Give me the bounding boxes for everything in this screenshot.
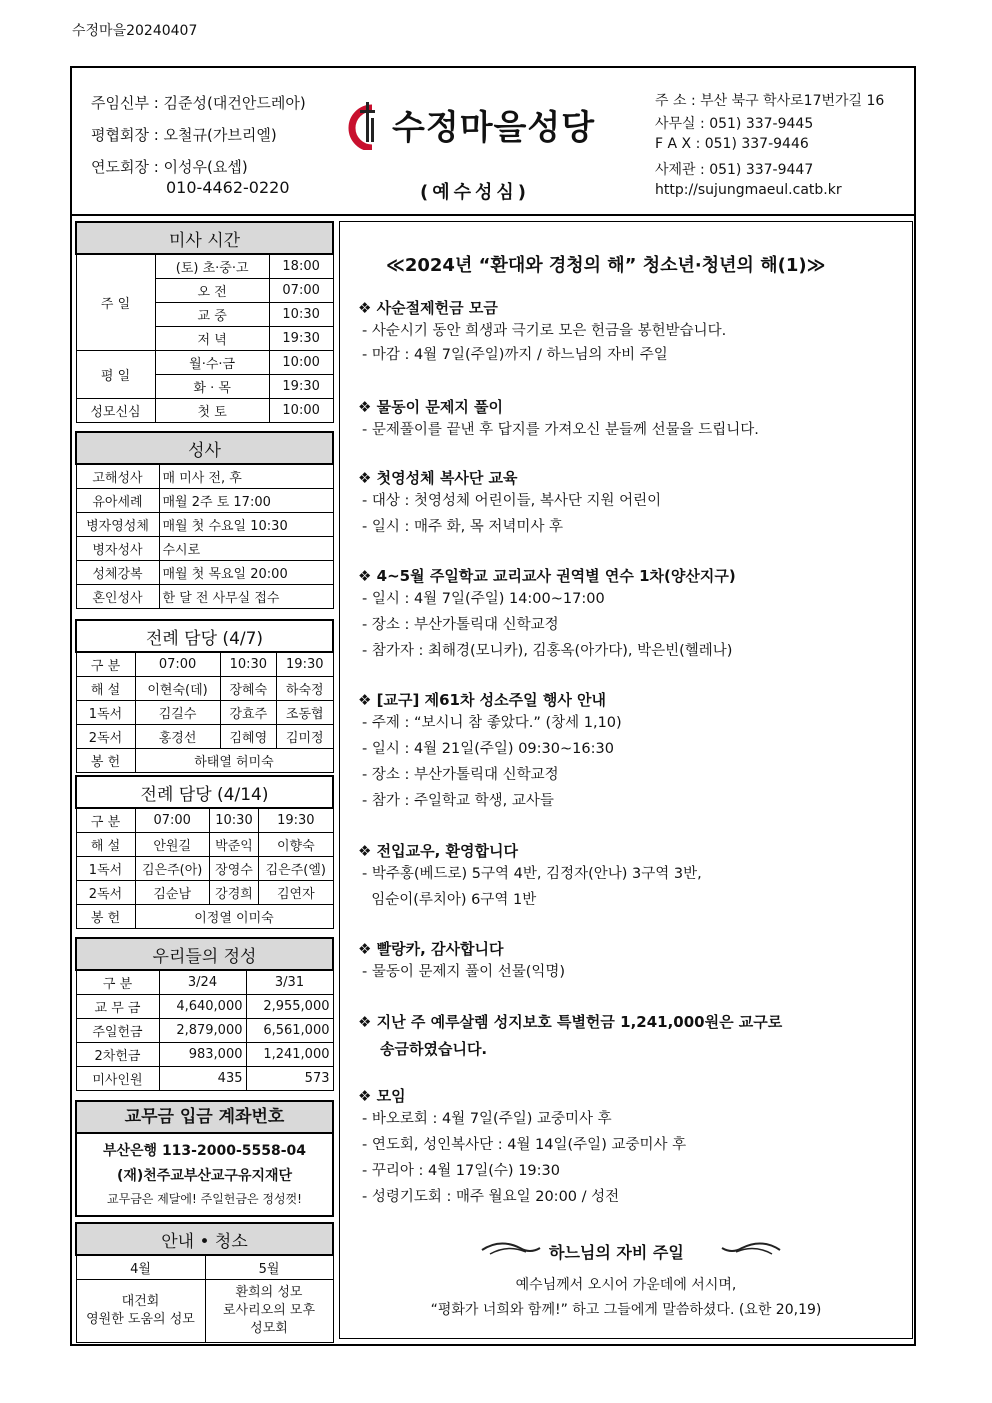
notice-line: - 박주홍(베드로) 5구역 4반, 김정자(안나) 3구역 3반, — [362, 866, 702, 882]
notice-line: - 연도회, 성인복사단 : 4월 14일(주일) 교중미사 후 — [362, 1137, 687, 1153]
offerings-value: 1,241,000 — [246, 1043, 333, 1067]
notice-heading: ❖ 모임 — [358, 1087, 406, 1105]
account-title: 교무금 입금 계좌번호 — [77, 1102, 332, 1134]
liturgy-cell: 봉 헌 — [76, 749, 135, 773]
notice-line: 송금하였습니다. — [380, 1040, 488, 1058]
notice-line: - 성령기도회 : 매주 월요일 20:00 / 성전 — [362, 1189, 620, 1205]
liturgy-cell: 김혜영 — [220, 725, 276, 749]
liturgy-cell: 2독서 — [76, 725, 135, 749]
liturgy-cell: 김은주(아) — [135, 857, 209, 881]
closing-verse-2: “평화가 너희와 함께!” 하고 그들에게 말씀하셨다. (요한 20,19) — [430, 1302, 822, 1318]
notice-line: - 대상 : 첫영성체 어린이들, 복사단 지원 어린이 — [362, 493, 662, 509]
offerings-label: 2차헌금 — [76, 1043, 159, 1067]
notice-section — [358, 396, 898, 443]
liturgy-head: 10:30 — [220, 652, 276, 677]
notice-section — [358, 938, 898, 985]
closing-title: 하느님의 자비 주일 — [549, 1243, 684, 1262]
cleaning-group: 영원한 도움의 성모 — [86, 1312, 195, 1327]
address-line: 주 소 : 부산 북구 학사로17번가길 16 — [655, 93, 885, 109]
liturgy-cell: 김은주(엘) — [259, 857, 333, 881]
liturgy-cell: 안원길 — [135, 833, 209, 857]
liturgy-offer: 하태열 허미숙 — [135, 749, 333, 773]
rectory-phone: 사제관 : 051) 337-9447 — [655, 162, 814, 178]
cleaning-table — [75, 1222, 334, 1343]
offerings-label: 주일헌금 — [76, 1019, 159, 1043]
liturgy-cell: 봉 헌 — [76, 905, 135, 929]
cleaning-group: 성모회 — [250, 1321, 288, 1336]
notice-heading: ❖ 전입교우, 환영합니다 — [358, 842, 519, 860]
notice-line: - 일시 : 매주 화, 목 저녁미사 후 — [362, 519, 564, 535]
liturgy-cell: 1독서 — [76, 857, 135, 881]
cleaning-may — [205, 1280, 333, 1343]
notice-heading: ❖ [교구] 제61차 성소주일 행사 안내 — [358, 691, 607, 709]
sacrament-name: 성체강복 — [76, 561, 159, 585]
offerings-table — [75, 937, 334, 1091]
notice-line: - 일시 : 4월 7일(주일) 14:00~17:00 — [362, 591, 605, 607]
notice-section — [358, 565, 898, 664]
liturgy-cell: 조동협 — [277, 701, 333, 725]
notice-line: - 참가 : 주일학교 학생, 교사들 — [362, 793, 554, 809]
liturgy-cell: 김연자 — [259, 881, 333, 905]
notice-line: - 마감 : 4월 7일(주일)까지 / 하느님의 자비 주일 — [362, 347, 668, 363]
liturgy-cell: 해 설 — [76, 677, 135, 701]
offerings-label: 미사인원 — [76, 1067, 159, 1091]
notice-section — [358, 840, 898, 913]
notice-section — [358, 1011, 898, 1059]
notice-heading: ❖ 사순절제헌금 모금 — [358, 299, 498, 317]
account-number: 부산은행 113-2000-5558-04 — [102, 1143, 307, 1159]
liturgy-table-0407 — [75, 619, 334, 773]
liturgy-cell: 해 설 — [76, 833, 135, 857]
saturday-label: 성모신심 — [76, 399, 155, 423]
liturgy-title: 전례 담당 (4/7) — [76, 620, 333, 652]
sacrament-value: 한 달 전 사무실 접수 — [159, 585, 333, 609]
parish-logo — [344, 96, 644, 156]
church-logo-icon — [344, 100, 394, 150]
liturgy-cell: 박준익 — [209, 833, 258, 857]
mass-row: 첫 토 — [155, 399, 269, 423]
liturgy-cell: 이현숙(데) — [135, 677, 220, 701]
right-ornament-icon — [720, 1240, 782, 1260]
mass-row: 오 전 — [155, 279, 269, 303]
liturgy-cell: 장영수 — [209, 857, 258, 881]
notice-section — [358, 297, 898, 368]
notice-section — [358, 1085, 898, 1210]
liturgy-cell: 김길수 — [135, 701, 220, 725]
sacrament-name: 유아세례 — [76, 489, 159, 513]
notice-line: - 사순시기 동안 희생과 극기로 모은 헌금을 봉헌받습니다. — [362, 323, 727, 339]
cleaning-april — [76, 1280, 205, 1343]
offerings-head: 구 분 — [76, 970, 159, 995]
mass-row: 월·수·금 — [155, 351, 269, 375]
notice-line: - 참가자 : 최해경(모니카), 김홍옥(아가다), 박은빈(헬레나) — [362, 643, 733, 659]
sacraments-table — [75, 431, 334, 609]
mass-time: 19:30 — [269, 327, 333, 351]
liturgy-head: 07:00 — [135, 808, 209, 833]
cleaning-group: 대건회 — [121, 1294, 160, 1309]
header-divider — [70, 214, 916, 216]
sacrament-name: 고해성사 — [76, 464, 159, 489]
liturgy-head: 10:30 — [209, 808, 258, 833]
sacrament-value: 매월 첫 수요일 10:30 — [159, 513, 333, 537]
mass-time: 19:30 — [269, 375, 333, 399]
mass-time: 07:00 — [269, 279, 333, 303]
sacrament-value: 매월 2주 토 17:00 — [159, 489, 333, 513]
notice-line: - 문제풀이를 끝낸 후 답지를 가져오신 분들께 선물을 드립니다. — [362, 422, 759, 438]
sacrament-name: 혼인성사 — [76, 585, 159, 609]
left-ornament-icon — [480, 1240, 542, 1260]
notice-section — [358, 689, 898, 814]
notice-line: - 꾸리아 : 4월 17일(수) 19:30 — [362, 1163, 560, 1179]
document-id: 수정마을20240407 — [72, 23, 198, 39]
offerings-head: 3/24 — [159, 970, 246, 995]
cleaning-title: 안내 • 청소 — [76, 1223, 333, 1255]
notice-line: - 물동이 문제지 풀이 선물(익명) — [362, 964, 566, 980]
closing-verse-1: 예수님께서 오시어 가운데에 서시며, — [515, 1277, 737, 1293]
account-note: 교무금은 제달에! 주일헌금은 정성껏! — [107, 1192, 302, 1206]
fax-number: F A X : 051) 337-9446 — [655, 136, 809, 152]
account-box — [75, 1100, 334, 1217]
offerings-value: 983,000 — [159, 1043, 246, 1067]
website-link[interactable]: http://sujungmaeul.catb.kr — [655, 182, 842, 198]
offerings-value: 435 — [159, 1067, 246, 1091]
mass-row: 화 · 목 — [155, 375, 269, 399]
parish-subtitle: (예수성심) — [420, 182, 531, 203]
pastor-line: 주임신부 : 김준성(대건안드레아) — [91, 94, 306, 112]
sunday-label: 주 일 — [76, 254, 155, 351]
mass-time: 10:30 — [269, 303, 333, 327]
offerings-title: 우리들의 정성 — [76, 938, 333, 970]
notice-heading: ❖ 물동이 문제지 풀이 — [358, 398, 504, 416]
liturgy-cell: 1독서 — [76, 701, 135, 725]
notice-heading: ❖ 첫영성체 복사단 교육 — [358, 469, 518, 487]
notice-line: - 주제 : “보시니 참 좋았다.” (창세 1,10) — [362, 715, 622, 731]
mass-time: 10:00 — [269, 399, 333, 423]
liturgy-cell: 하숙정 — [277, 677, 333, 701]
offerings-value: 4,640,000 — [159, 995, 246, 1019]
cleaning-group: 로사리오의 모후 — [222, 1303, 316, 1318]
mass-time: 18:00 — [269, 254, 333, 279]
notices-title: ≪2024년 “환대와 경청의 해” 청소년·청년의 해(1)≫ — [386, 255, 826, 276]
office-phone: 사무실 : 051) 337-9445 — [655, 116, 814, 132]
cleaning-head: 4월 — [76, 1255, 205, 1280]
liturgy-cell: 강효주 — [220, 701, 276, 725]
weekday-label: 평 일 — [76, 351, 155, 399]
liturgy-cell: 강경희 — [209, 881, 258, 905]
notice-heading: ❖ 지난 주 예루살렘 성지보호 특별헌금 1,241,000원은 교구로 — [358, 1013, 783, 1031]
sacrament-value: 수시로 — [159, 537, 333, 561]
liturgy-cell: 2독서 — [76, 881, 135, 905]
liturgy-head: 07:00 — [135, 652, 220, 677]
notice-heading: ❖ 빨랑카, 감사합니다 — [358, 940, 504, 958]
liturgy-cell: 장혜숙 — [220, 677, 276, 701]
offerings-head: 3/31 — [246, 970, 333, 995]
notice-heading: ❖ 4~5월 주일학교 교리교사 권역별 연수 1차(양산지구) — [358, 567, 736, 585]
parish-title: 수정마을성당 — [392, 108, 596, 148]
liturgy-head: 19:30 — [259, 808, 333, 833]
elders-line: 연도회장 : 이성우(요셉) — [91, 158, 248, 176]
liturgy-cell: 이향숙 — [259, 833, 333, 857]
mass-times-table — [75, 221, 334, 423]
sacrament-value: 매월 첫 목요일 20:00 — [159, 561, 333, 585]
offerings-value: 2,955,000 — [246, 995, 333, 1019]
elders-phone: 010-4462-0220 — [166, 178, 290, 197]
notice-line: 임순이(루치아) 6구역 1반 — [362, 892, 537, 908]
sacraments-title: 성사 — [76, 432, 333, 464]
sacrament-value: 매 미사 전, 후 — [159, 464, 333, 489]
liturgy-head: 구 분 — [76, 652, 135, 677]
liturgy-title: 전례 담당 (4/14) — [76, 776, 333, 808]
liturgy-head: 19:30 — [277, 652, 333, 677]
offerings-label: 교 무 금 — [76, 995, 159, 1019]
mass-row: 교 중 — [155, 303, 269, 327]
liturgy-cell: 김미정 — [277, 725, 333, 749]
liturgy-head: 구 분 — [76, 808, 135, 833]
cleaning-head: 5월 — [205, 1255, 333, 1280]
offerings-value: 2,879,000 — [159, 1019, 246, 1043]
account-holder: (재)천주교부산교구유지재단 — [116, 1168, 293, 1184]
notice-line: - 일시 : 4월 21일(주일) 09:30~16:30 — [362, 741, 614, 757]
offerings-value: 6,561,000 — [246, 1019, 333, 1043]
mass-row: 저 녁 — [155, 327, 269, 351]
cleaning-group: 환희의 성모 — [235, 1285, 303, 1300]
liturgy-table-0414 — [75, 775, 334, 929]
notice-line: - 장소 : 부산가톨릭대 신학교정 — [362, 617, 559, 633]
sacrament-name: 병자성사 — [76, 537, 159, 561]
notice-section — [358, 467, 898, 540]
mass-row: (토) 초·중·고 — [155, 254, 269, 279]
mass-time: 10:00 — [269, 351, 333, 375]
notice-line: - 바오로회 : 4월 7일(주일) 교중미사 후 — [362, 1111, 612, 1127]
notice-line: - 장소 : 부산가톨릭대 신학교정 — [362, 767, 559, 783]
liturgy-cell: 김순남 — [135, 881, 209, 905]
liturgy-cell: 홍경선 — [135, 725, 220, 749]
liturgy-offer: 이정열 이미숙 — [135, 905, 333, 929]
offerings-value: 573 — [246, 1067, 333, 1091]
sacrament-name: 병자영성체 — [76, 513, 159, 537]
mass-times-title: 미사 시간 — [76, 222, 333, 254]
council-line: 평협회장 : 오철규(가브리엘) — [91, 126, 277, 144]
